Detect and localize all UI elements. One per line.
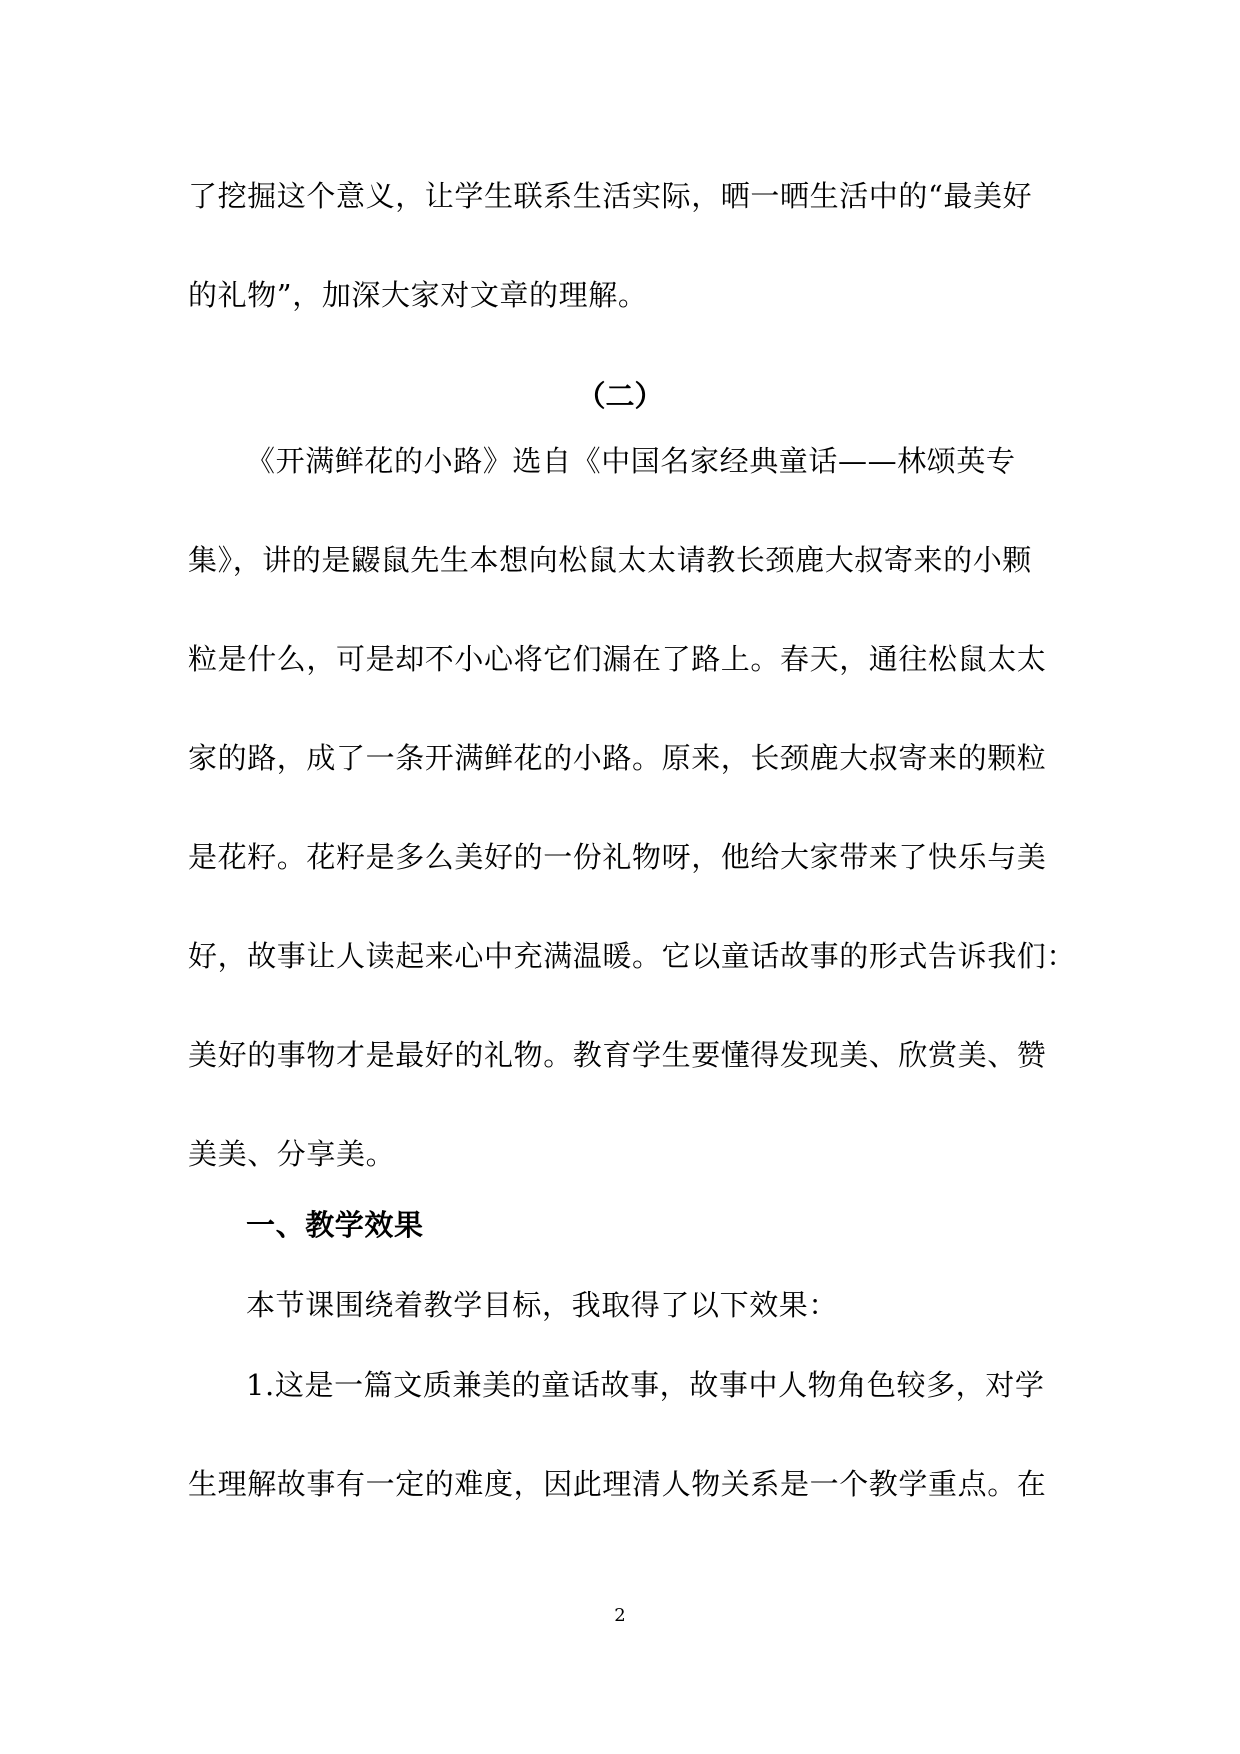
subheading: 一、教学效果 xyxy=(246,1208,424,1242)
page-number: 2 xyxy=(614,1605,626,1626)
point-line: 生理解故事有一定的难度，因此理清人物关系是一个教学重点。在 xyxy=(188,1467,1047,1501)
paragraph-line: 集》，讲的是鼹鼠先生本想向松鼠太太请教长颈鹿大叔寄来的小颗 xyxy=(188,543,1032,577)
point-line: 1.这是一篇文质兼美的童话故事，故事中人物角色较多，对学 xyxy=(246,1368,1045,1402)
intro-line: 本节课围绕着教学目标，我取得了以下效果： xyxy=(246,1288,839,1322)
paragraph-line: 《开满鲜花的小路》选自《中国名家经典童话——林颂英专 xyxy=(246,444,1016,478)
paragraph-line: 是花籽。花籽是多么美好的一份礼物呀，他给大家带来了快乐与美 xyxy=(188,840,1047,874)
section-heading: （二） xyxy=(576,379,664,413)
paragraph-line: 美好的事物才是最好的礼物。教育学生要懂得发现美、欣赏美、赞 xyxy=(188,1038,1047,1072)
text-line: 的礼物”，加深大家对文章的理解。 xyxy=(188,278,648,312)
paragraph-line: 粒是什么，可是却不小心将它们漏在了路上。春天，通往松鼠太太 xyxy=(188,642,1047,676)
paragraph-line: 家的路，成了一条开满鲜花的小路。原来，长颈鹿大叔寄来的颗粒 xyxy=(188,741,1047,775)
paragraph-line: 好，故事让人读起来心中充满温暖。它以童话故事的形式告诉我们： xyxy=(188,939,1077,973)
paragraph-line: 美美、分享美。 xyxy=(188,1137,396,1171)
text-line: 了挖掘这个意义，让学生联系生活实际，晒一晒生活中的“最美好 xyxy=(188,179,1033,213)
